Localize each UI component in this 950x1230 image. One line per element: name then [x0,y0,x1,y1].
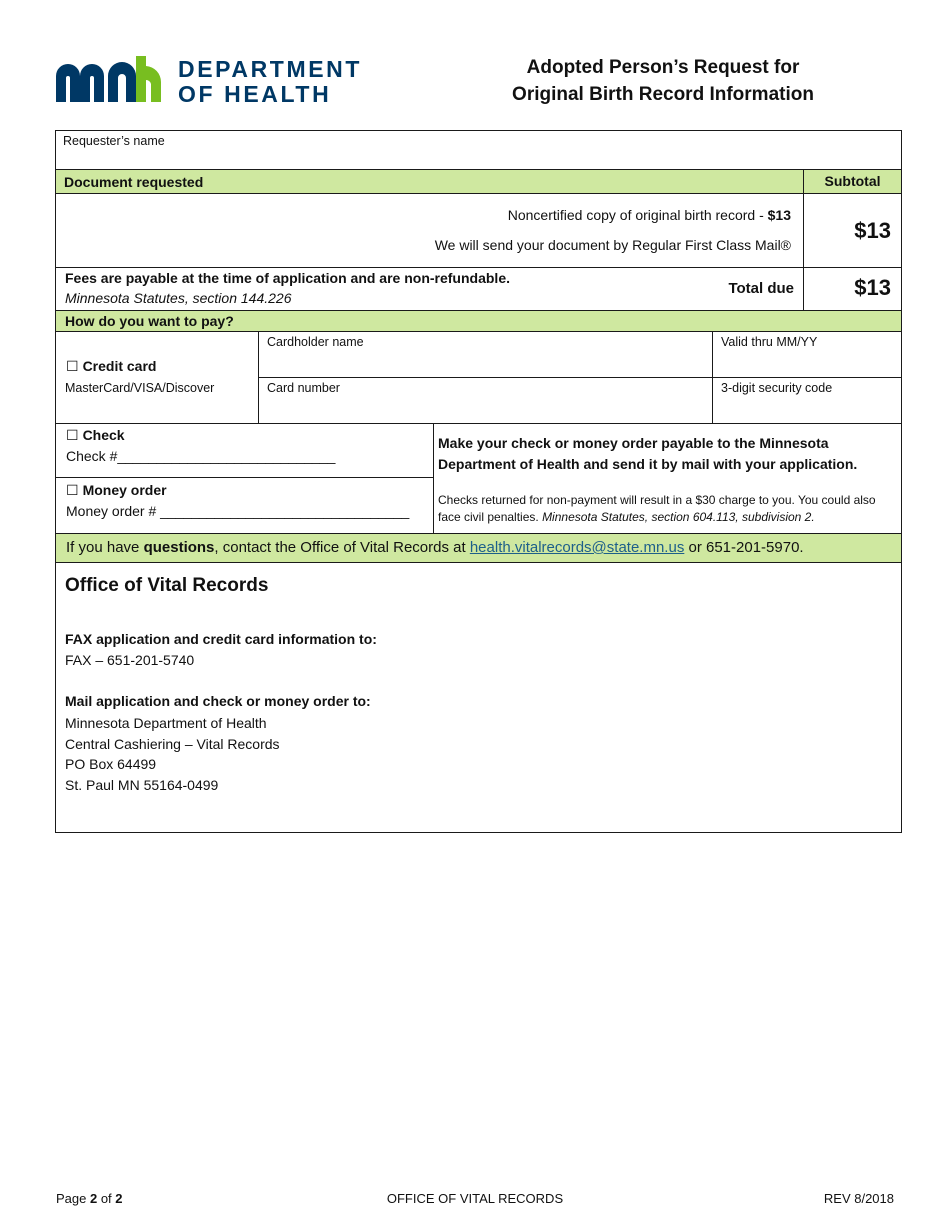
payable-instructions: Make your check or money order payable to the Minnesota Department of Health and send it by mail with your application. [438,435,858,472]
document-requested-heading: Document requested [64,174,204,190]
page-word: Page [56,1191,90,1206]
total-due-label: Total due [728,280,794,297]
payment-instructions-cell [433,423,902,534]
money-order-option[interactable] [55,477,434,534]
check-label: Check [82,427,125,443]
requester-name-field[interactable] [55,130,902,170]
subtotal-value: $13 [854,218,891,243]
check-checkbox[interactable]: ☐ [66,428,79,444]
form-title-line1: Adopted Person’s Request for [526,57,800,78]
questions-suffix: or 651-201-5970. [684,539,804,556]
credit-card-label: Credit card [82,358,157,374]
subtotal-cell [803,193,902,268]
address-block [65,713,280,795]
total-due-value: $13 [854,275,891,300]
fees-notice: Fees are payable at the time of application and are non-refundable. [65,270,510,286]
security-code-field[interactable] [712,377,902,424]
fax-heading: FAX application and credit card information to: [65,631,377,647]
document-copy-price: $13 [767,207,791,223]
fax-number: FAX – 651-201-5740 [65,652,195,668]
footer-office: OFFICE OF VITAL RECORDS [386,1191,564,1206]
logo-line1: DEPARTMENT [178,56,363,82]
document-copy-line [508,207,791,223]
form-title [480,54,846,108]
valid-thru-label: Valid thru MM/YY [721,335,818,349]
security-code-label: 3-digit security code [721,381,833,395]
money-order-checkbox-row [66,482,167,499]
questions-prefix: If you have [66,539,144,556]
credit-card-option[interactable] [55,331,259,424]
document-requested-band [55,169,804,194]
check-checkbox-row [66,427,125,444]
returned-check-statute: Minnesota Statutes, section 604.113, subdivision 2. [542,510,815,524]
cardholder-name-field[interactable] [258,331,713,378]
how-to-pay-heading: How do you want to pay? [65,313,234,329]
page-number [56,1191,123,1206]
questions-band [55,533,902,563]
total-due-cell [803,267,902,311]
fees-cell [55,267,804,311]
returned-check-notice [438,492,898,526]
money-order-label: Money order [82,482,167,498]
credit-card-types: MasterCard/VISA/Discover [65,381,215,395]
mail-heading: Mail application and check or money order to: [65,693,371,709]
address-line: Central Cashiering – Vital Records [65,735,280,752]
document-description-cell [55,193,804,268]
card-number-label: Card number [267,381,340,395]
office-block [55,562,902,833]
questions-line [66,539,804,556]
cardholder-name-label: Cardholder name [267,335,364,349]
credit-card-checkbox-row [66,358,156,375]
card-number-field[interactable] [258,377,713,424]
mn-logo-icon [56,56,162,102]
revision-date: REV 8/2018 [823,1191,894,1206]
check-option[interactable] [55,423,434,478]
money-order-number-line[interactable]: Money order # ________________________________ [66,503,410,519]
how-to-pay-band [55,310,902,332]
subtotal-heading: Subtotal [824,173,881,189]
check-number-line[interactable]: Check #____________________________ [66,448,336,464]
office-title: Office of Vital Records [65,575,269,596]
requester-name-label: Requester’s name [63,134,165,148]
address-line: St. Paul MN 55164-0499 [65,776,219,793]
vital-records-email-link[interactable]: health.vitalrecords@state.mn.us [469,539,685,556]
document-mail-line: We will send your document by Regular First Class Mail® [434,237,791,253]
page-current: 2 [89,1191,98,1206]
page-total: 2 [115,1191,123,1206]
subtotal-header [803,169,902,194]
questions-middle: , contact the Office of Vital Records at [214,539,470,556]
money-order-checkbox[interactable]: ☐ [66,483,79,499]
document-copy-text: Noncertified copy of original birth record - [507,207,768,223]
credit-card-checkbox[interactable]: ☐ [66,359,79,375]
valid-thru-field[interactable] [712,331,902,378]
address-line: Minnesota Department of Health [65,715,267,731]
address-line: PO Box 64499 [65,756,157,772]
form-title-line2: Original Birth Record Information [512,84,814,105]
mdh-logo [56,56,376,106]
questions-bold: questions [143,539,215,556]
fees-statute: Minnesota Statutes, section 144.226 [65,290,292,306]
page-of-word: of [97,1191,116,1206]
logo-line2: OF HEALTH [178,81,332,107]
returned-check-text: Checks returned for non-payment will result in a $30 charge to you. You could also face civil penalties. [438,493,876,524]
